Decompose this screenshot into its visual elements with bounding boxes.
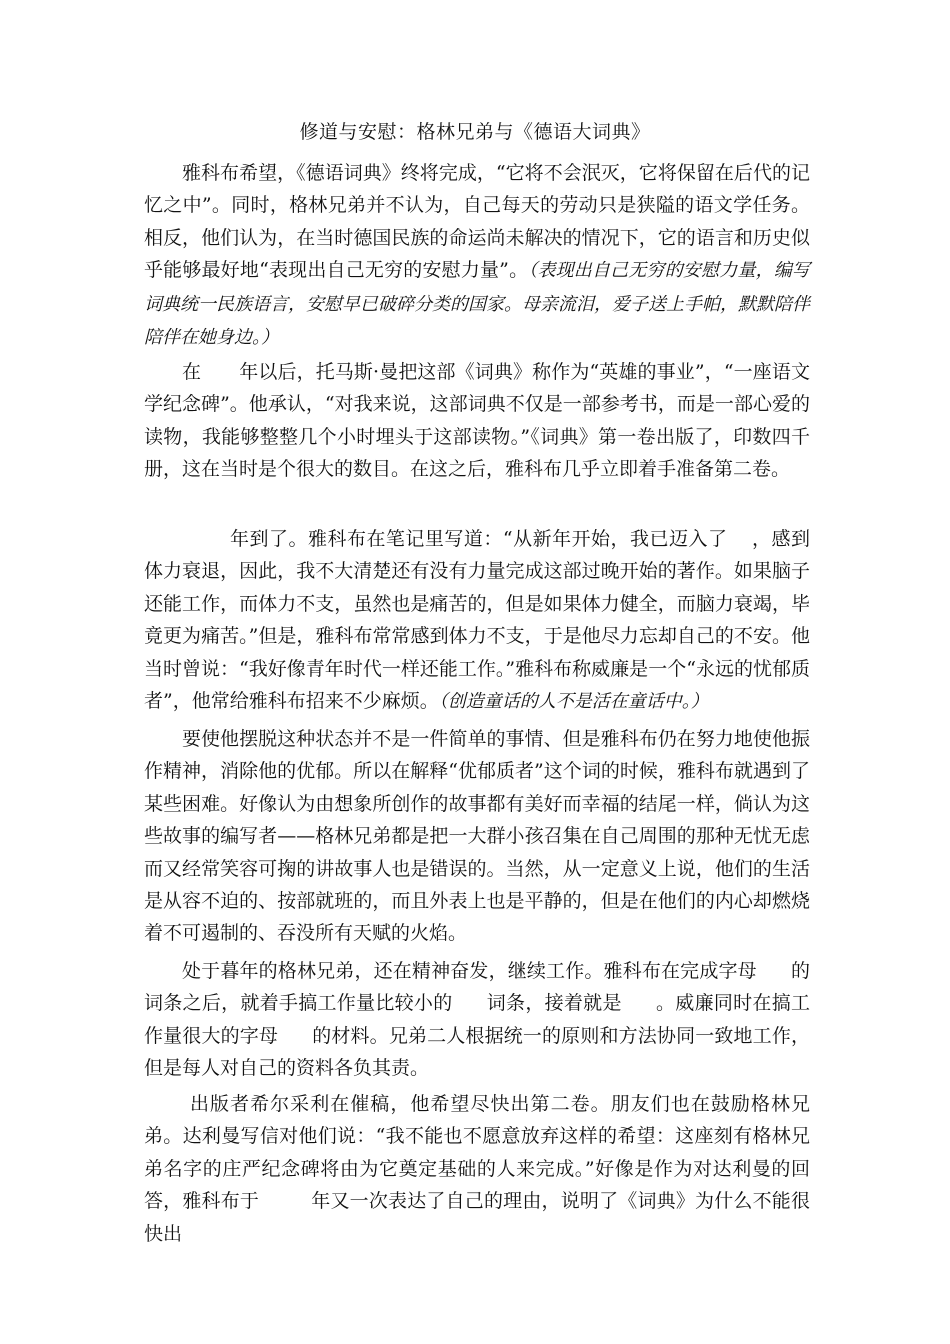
paragraph-2 [144, 356, 810, 486]
paragraph-6-text-b: 年又一次表达了自己的理由，说明了《词典》为什么不能很快出 [144, 1190, 810, 1245]
paragraph-1 [144, 157, 810, 354]
paragraph-5-text-a: 处于暮年的格林兄弟，还在精神奋发，继续工作。雅科布在完成字母 [182, 960, 757, 982]
paragraph-5-text-d: 。威廉同时在搞工作量很大的字母 [144, 992, 810, 1047]
paragraph-6-text-a: 出版者希尔采利在催稿，他希望尽快出第二卷。朋友们也在鼓励格林兄弟。达利曼写信对他们说：“我不能也不愿意放弃这样的希望：这座刻有格林兄弟名字的庄严纪念碑将由为它奠定基础的人来完成。”好像是作为对达利曼的回答，雅科布于 [144, 1093, 810, 1213]
paragraph-1-text: 雅科布希望，《德语词典》终将完成，“它将不会泯灭，它将保留在后代的记忆之中”。同时，格林兄弟并不认为，自己每天的劳动只是狭隘的语文学任务。相反，他们认为，在当时德国民族的命运尚未解决的情况下，它的语言和历史似乎能够最好地“表现出自己无穷的安慰力量”。 [144, 162, 810, 282]
paragraph-2-text-a: 在 [182, 361, 202, 383]
paragraph-5-text-b: 的词条之后，就着手搞工作量比较小的 [144, 960, 810, 1015]
paragraph-1-annotation: （表现出自己无穷的安慰力量，编写词典统一民族语言，安慰早已破碎分类的国家。母亲流泪，爱子送上手帕，默默陪伴陪伴在她身边。） [144, 260, 810, 349]
document-title: 修道与安慰：格林兄弟与《德语大词典》 [299, 121, 651, 143]
paragraph-4-text: 要使他摆脱这种状态并不是一件简单的事情、但是雅科布仍在努力地使他振作精神，消除他的优郁。所以在解释“优郁质者”这个词的时候，雅科布就遇到了某些困难。好像认为由想象所创作的故事都有美好而幸福的结尾一样，倘认为这些故事的编写者——格林兄弟都是把一大群小孩召集在自己周围的那种无忧无虑而又经常笑容可掬的讲故事人也是错误的。当然，从一定意义上说，他们的生活是从容不迫的、按部就班的，而且外表上也是平静的，但是在他们的内心却燃烧着不可遏制的、吞没所有天赋的火焰。 [144, 728, 810, 945]
paragraph-6 [144, 1088, 810, 1250]
paragraph-3-text-a: 年到了。雅科布在笔记里写道：“从新年开始，我已迈入了 [230, 528, 728, 550]
paragraph-3 [144, 523, 810, 718]
paragraph-5 [144, 955, 810, 1085]
paragraph-5-text-c: 词条，接着就是 [486, 992, 622, 1015]
paragraph-4 [144, 723, 810, 950]
paragraph-2-text-b: 年以后，托马斯·曼把这部《词典》称作为“英雄的事业”，“一座语文学纪念碑”。他承认，“对我来说，这部词典不仅是一部参考书，而是一部心爱的读物，我能够整整几个小时埋头于这部读物。”《词典》第一卷出版了，印数四千册，这在当时是个很大的数目。在这之后，雅科布几乎立即着手准备第二卷。 [144, 361, 810, 481]
paragraph-3-text-b: ，感到体力衰退，因此，我不大清楚还有没有力量完成这部过晚开始的著作。如果脑子还能工作，而体力不支，虽然也是痛苦的，但是如果体力健全，而脑力衰竭，毕竟更为痛苦。”但是，雅科布常常感到体力不支，于是他尽力忘却自己的不安。他当时曾说：“我好像青年时代一样还能工作。”雅科布称威廉是一个“永远的忧郁质者”，他常给雅科布招来不少麻烦。 [144, 528, 810, 713]
paragraph-5-text-e: 的材料。兄弟二人根据统一的原则和方法协同一致地工作，但是每人对自己的资料各负其责。 [144, 1024, 810, 1080]
paragraph-3-annotation: （创造童话的人不是活在童话中。） [438, 691, 709, 713]
